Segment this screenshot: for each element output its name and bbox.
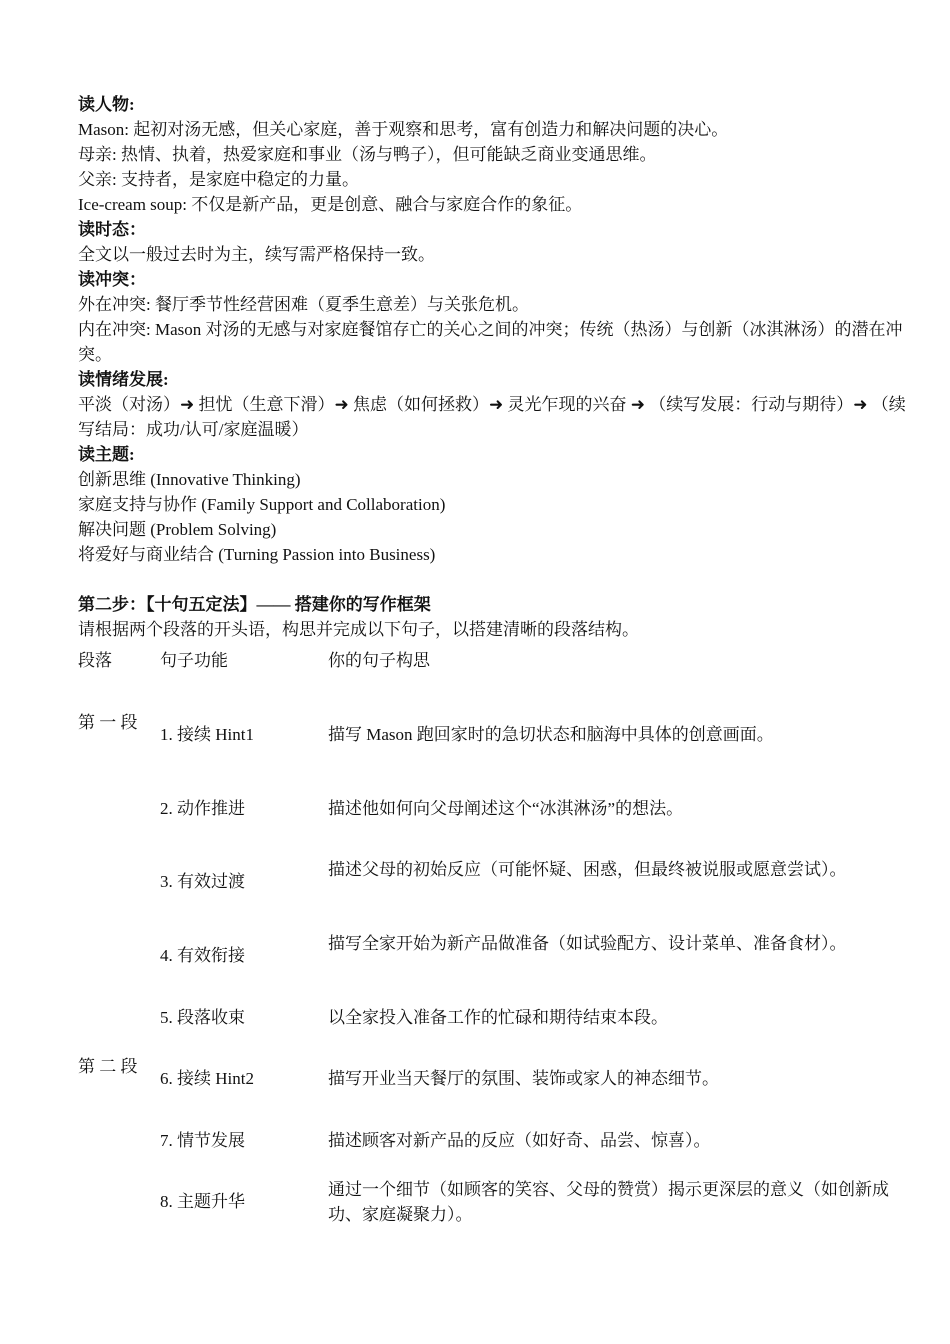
paragraph-label xyxy=(78,907,160,981)
character-mason: Mason: 起初对汤无感，但关心家庭，善于观察和思考，富有创造力和解决问题的决心。 xyxy=(78,120,729,139)
table-row xyxy=(78,1153,908,1227)
table-row xyxy=(78,1104,908,1153)
theme-item: 家庭支持与协作 (Family Support and Collaboration) xyxy=(78,495,446,514)
sentence-idea: 描写 Mason 跑回家时的急切状态和脑海中具体的创意画面。 xyxy=(328,725,774,744)
theme-item: 将爱好与商业结合 (Turning Passion into Business) xyxy=(78,545,436,564)
sentence-idea: 描写全家开始为新产品做准备（如试验配方、设计菜单、准备食材）。 xyxy=(328,934,847,953)
table-row xyxy=(78,907,908,981)
conflict-heading: 读冲突： xyxy=(78,270,146,289)
paragraph-label xyxy=(78,772,160,833)
paragraph-label xyxy=(78,833,160,907)
table-row xyxy=(78,772,908,833)
sentence-function: 4. 有效衔接 xyxy=(160,946,245,965)
writing-framework-table xyxy=(78,648,908,1227)
character-father: 父亲: 支持者，是家庭中稳定的力量。 xyxy=(78,170,359,189)
sentence-idea: 描述他如何向父母阐述这个“冰淇淋汤”的想法。 xyxy=(328,799,684,818)
sentence-idea: 描写开业当天餐厅的氛围、装饰或家人的神态细节。 xyxy=(328,1069,719,1088)
sentence-idea: 以全家投入准备工作的忙碌和期待结束本段。 xyxy=(328,1008,668,1027)
paragraph-label: 第 一 段 xyxy=(78,713,138,732)
emotion-arc: 平淡（对汤）➜ 担忧（生意下滑）➜ 焦虑（如何拯救）➜ 灵光乍现的兴奋 ➜ （续写发展：行动与期待）➜ （续写结局：成功/认可/家庭温暖） xyxy=(78,395,906,439)
sentence-idea: 通过一个细节（如顾客的笑容、父母的赞赏）揭示更深层的意义（如创新成功、家庭凝聚力）。 xyxy=(328,1180,889,1224)
theme-item: 创新思维 (Innovative Thinking) xyxy=(78,470,301,489)
paragraph-label xyxy=(78,1153,160,1227)
table-header-row xyxy=(78,648,908,686)
header-function: 句子功能 xyxy=(160,651,228,670)
characters-heading: 读人物: xyxy=(78,95,135,114)
tense-text: 全文以一般过去时为主，续写需严格保持一致。 xyxy=(78,245,435,264)
sentence-idea: 描述父母的初始反应（可能怀疑、困惑，但最终被说服或愿意尝试）。 xyxy=(328,860,847,879)
header-paragraph: 段落 xyxy=(78,651,112,670)
sentence-function: 5. 段落收束 xyxy=(160,1008,245,1027)
sentence-function: 1. 接续 Hint1 xyxy=(160,725,254,744)
paragraph-label xyxy=(78,1104,160,1153)
sentence-idea: 描述顾客对新产品的反应（如好奇、品尝、惊喜）。 xyxy=(328,1131,711,1150)
internal-conflict: 内在冲突: Mason 对汤的无感与对家庭餐馆存亡的关心之间的冲突；传统（热汤）与创新（冰淇淋汤）的潜在冲突。 xyxy=(78,320,903,364)
step2-intro: 请根据两个段落的开头语，构思并完成以下句子，以搭建清晰的段落结构。 xyxy=(78,620,639,639)
paragraph-label xyxy=(78,981,160,1030)
sentence-function: 6. 接续 Hint2 xyxy=(160,1069,254,1088)
table-row xyxy=(78,686,908,772)
table-row xyxy=(78,981,908,1030)
sentence-function: 8. 主题升华 xyxy=(160,1192,245,1211)
table-row xyxy=(78,833,908,907)
emotion-heading: 读情绪发展: xyxy=(78,370,169,389)
sentence-function: 3. 有效过渡 xyxy=(160,872,245,891)
theme-item: 解决问题 (Problem Solving) xyxy=(78,520,277,539)
sentence-function: 2. 动作推进 xyxy=(160,799,245,818)
step2-title: 第二步：【十句五定法】—— 搭建你的写作框架 xyxy=(78,595,431,614)
header-idea: 你的句子构思 xyxy=(328,651,430,670)
theme-heading: 读主题: xyxy=(78,445,135,464)
external-conflict: 外在冲突: 餐厅季节性经营困难（夏季生意差）与关张危机。 xyxy=(78,295,529,314)
sentence-function: 7. 情节发展 xyxy=(160,1131,245,1150)
tense-heading: 读时态： xyxy=(78,220,146,239)
paragraph-label: 第 二 段 xyxy=(78,1057,138,1076)
table-row xyxy=(78,1030,908,1104)
character-mother: 母亲: 热情、执着，热爱家庭和事业（汤与鸭子），但可能缺乏商业变通思维。 xyxy=(78,145,657,164)
document-page xyxy=(78,92,908,1227)
character-ice-cream-soup: Ice-cream soup: 不仅是新产品，更是创意、融合与家庭合作的象征。 xyxy=(78,195,583,214)
